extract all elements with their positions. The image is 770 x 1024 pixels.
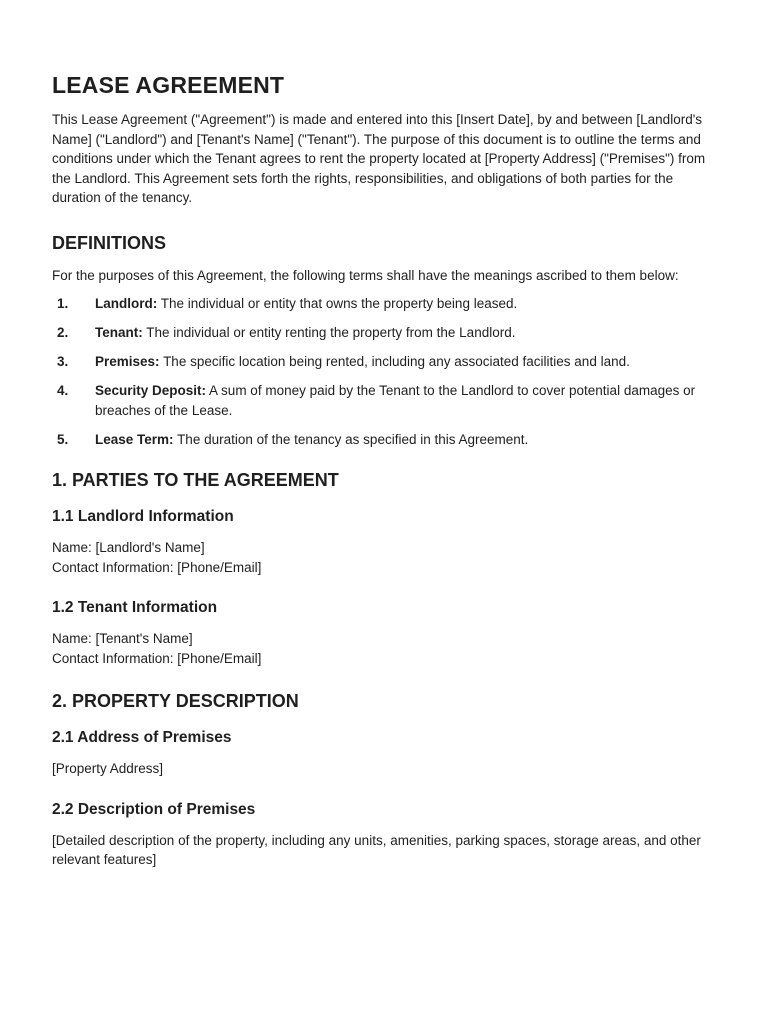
item-term: Tenant: xyxy=(95,325,143,340)
section1-heading: 1. PARTIES TO THE AGREEMENT xyxy=(52,470,339,490)
definitions-intro: For the purposes of this Agreement, the following terms shall have the meanings ascribed to them below: xyxy=(52,267,679,283)
list-item xyxy=(52,352,712,372)
item-term: Landlord: xyxy=(95,296,158,311)
landlord-info-heading: 1.1 Landlord Information xyxy=(52,508,234,525)
landlord-contact: Contact Information: [Phone/Email] xyxy=(52,559,262,575)
list-item xyxy=(52,381,712,420)
section2-heading: 2. PROPERTY DESCRIPTION xyxy=(52,691,299,711)
item-body xyxy=(95,352,630,372)
item-number: 4. xyxy=(57,383,69,398)
tenant-contact: Contact Information: [Phone/Email] xyxy=(52,650,262,666)
list-item xyxy=(52,323,712,343)
item-text: The individual or entity that owns the property being leased. xyxy=(160,296,518,311)
landlord-name: Name: [Landlord's Name] xyxy=(52,540,205,555)
item-number: 1. xyxy=(57,296,69,311)
document-page xyxy=(52,70,712,870)
item-term: Lease Term: xyxy=(95,431,174,447)
item-number: 2. xyxy=(57,325,69,340)
item-body xyxy=(95,294,517,314)
document-title: LEASE AGREEMENT xyxy=(52,72,285,98)
list-item xyxy=(52,430,712,450)
tenant-name: Name: [Tenant's Name] xyxy=(52,631,193,646)
item-body xyxy=(95,381,712,420)
property-address: [Property Address] xyxy=(52,761,164,776)
item-text: The duration of the tenancy as specified in this Agreement. xyxy=(177,431,529,447)
tenant-info-block xyxy=(52,629,712,668)
description-block xyxy=(52,831,712,870)
property-description: [Detailed description of the property, including any units, amenities, parking spaces, storage areas, and other relevant features] xyxy=(52,832,701,867)
address-heading: 2.1 Address of Premises xyxy=(52,729,232,746)
intro-paragraph: This Lease Agreement ("Agreement") is made and entered into this [Insert Date], by and between [Landlord's Name] ("Landlord") and [Tenant's Name] ("Tenant"). The purpose of this document is to outline the terms and conditions under which the Tenant agrees to rent the property located at [Property Address] ("Premises") from the Landlord. This Agreement sets forth the rights, responsibilities, and obligations of both parties for the duration of the tenancy. xyxy=(52,112,706,205)
item-term: Security Deposit: xyxy=(95,383,207,398)
landlord-info-block xyxy=(52,538,712,577)
description-heading: 2.2 Description of Premises xyxy=(52,800,256,818)
item-number: 3. xyxy=(57,354,69,369)
item-text: The specific location being rented, including any associated facilities and land. xyxy=(163,354,630,369)
item-text: The individual or entity renting the property from the Landlord. xyxy=(146,325,516,340)
item-body xyxy=(95,430,528,450)
item-body xyxy=(95,323,515,343)
tenant-info-heading: 1.2 Tenant Information xyxy=(52,599,218,616)
address-block xyxy=(52,759,712,779)
definitions-heading: DEFINITIONS xyxy=(52,232,167,253)
list-item xyxy=(52,294,712,314)
item-number: 5. xyxy=(57,431,69,447)
item-text: A sum of money paid by the Tenant to the Landlord to cover potential damages or breaches of the Lease. xyxy=(95,383,696,418)
definitions-list xyxy=(52,294,712,449)
item-term: Premises: xyxy=(95,354,160,369)
